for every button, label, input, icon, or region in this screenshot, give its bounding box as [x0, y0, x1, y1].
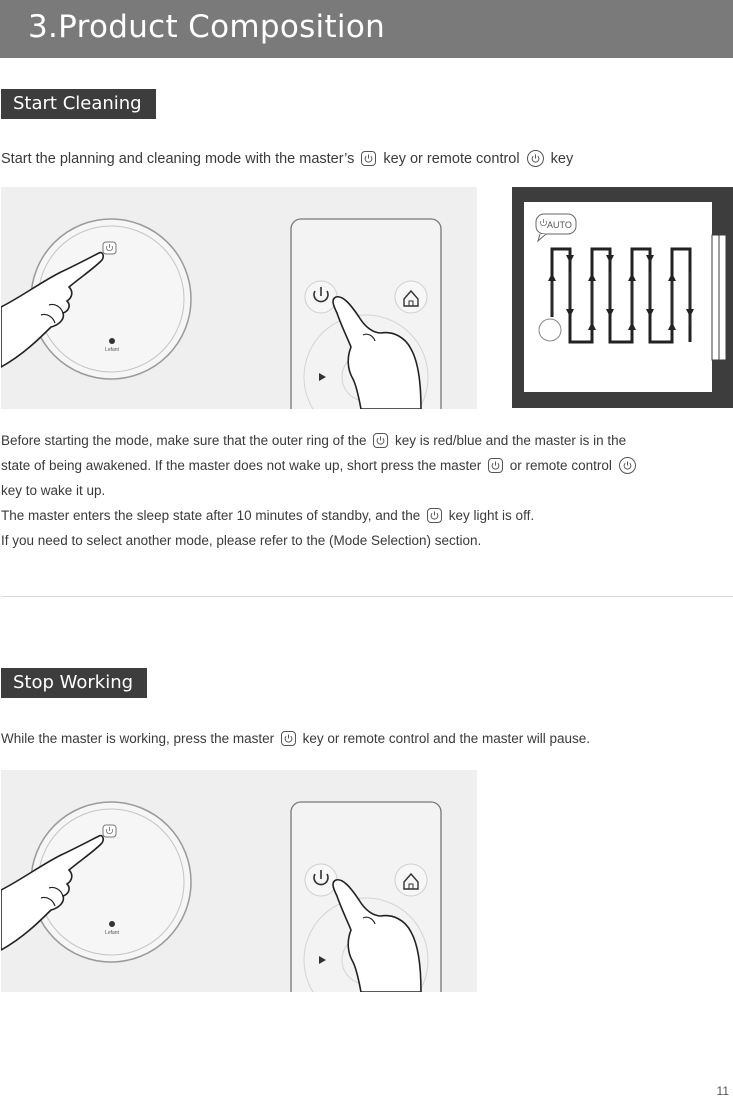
intro-text-c: key	[550, 151, 574, 167]
instruction-line	[1, 428, 731, 453]
auto-mode-label: AUTO	[547, 220, 572, 230]
power-key-icon	[488, 458, 503, 473]
text-l2b: or remote control	[509, 458, 612, 473]
robot-logo-dot	[109, 921, 115, 927]
intro-text-a: Start the planning and cleaning mode with the master’s	[1, 151, 355, 167]
power-key-icon	[361, 151, 376, 166]
intro-text-b: key or remote control and the master will pause.	[302, 731, 591, 746]
instruction-line: If you need to select another mode, please refer to the (Mode Selection) section.	[1, 533, 482, 548]
text-l2a: state of being awakened. If the master does not wake up, short press the master	[1, 458, 482, 473]
intro-text-a: While the master is working, press the master	[1, 731, 275, 746]
instruction-line: key to wake it up.	[1, 483, 106, 498]
cleaning-path-map	[512, 187, 733, 408]
section-heading-start-cleaning: Start Cleaning	[1, 89, 156, 119]
start-cleaning-illustration	[1, 187, 477, 409]
robot-start-icon	[539, 319, 561, 341]
remote-power-icon	[527, 150, 544, 167]
page-header	[0, 0, 733, 58]
robot-and-remote-drawing	[1, 770, 477, 992]
robot-and-remote-drawing	[1, 187, 477, 409]
text-l4a: The master enters the sleep state after 10 minutes of standby, and the	[1, 508, 421, 523]
start-cleaning-instructions	[1, 428, 731, 553]
robot-brand-label: Lefant	[105, 347, 119, 353]
section-divider	[1, 596, 733, 597]
instruction-line	[1, 453, 731, 478]
page-number: 11	[716, 1084, 729, 1098]
intro-text-b: key or remote control	[383, 151, 520, 167]
robot-brand-label: Lefant	[105, 930, 119, 936]
power-key-icon	[281, 731, 296, 746]
section-heading-stop-working: Stop Working	[1, 668, 147, 698]
page-title: 3.Product Composition	[28, 9, 386, 45]
text-l1b: key is red/blue and the master is in the	[395, 433, 627, 448]
auto-path-diagram	[512, 187, 733, 408]
text-l1a: Before starting the mode, make sure that the outer ring of the	[1, 433, 367, 448]
power-key-icon	[373, 433, 388, 448]
stop-working-illustration	[1, 770, 477, 992]
instruction-line	[1, 503, 731, 528]
text-l4b: key light is off.	[448, 508, 535, 523]
start-cleaning-intro	[1, 150, 573, 167]
remote-power-icon	[619, 457, 636, 474]
stop-working-intro	[1, 731, 590, 746]
power-key-icon	[427, 508, 442, 523]
robot-logo-dot	[109, 338, 115, 344]
